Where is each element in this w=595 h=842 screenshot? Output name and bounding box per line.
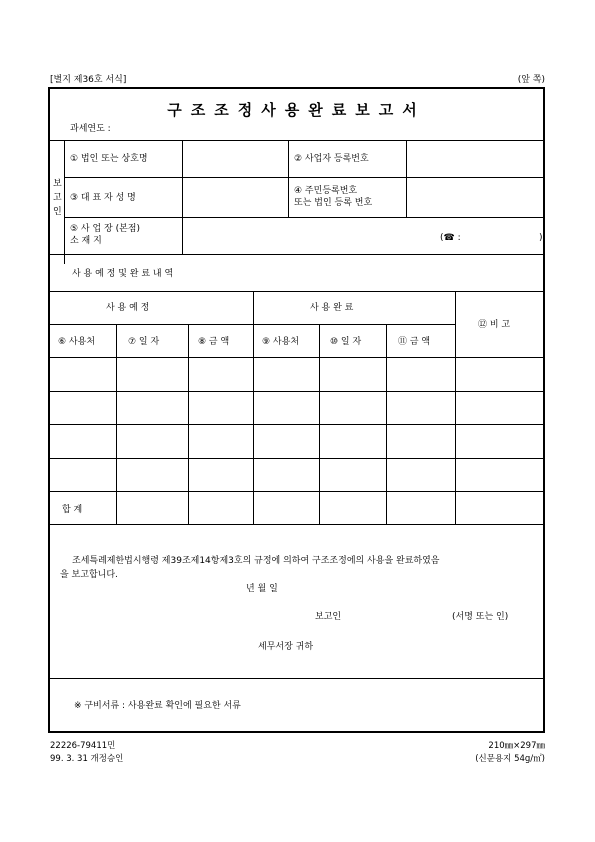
divider — [50, 357, 545, 358]
divider — [182, 140, 183, 254]
corp-name-field[interactable] — [184, 143, 286, 175]
table-row-divider — [50, 424, 545, 425]
table-row-divider — [50, 524, 545, 525]
col-usage-completed: ⑨ 사용처 — [262, 337, 300, 347]
reporter-label: 보고인 — [315, 612, 342, 622]
divider — [64, 177, 545, 178]
biz-reg-no-field[interactable] — [408, 143, 544, 175]
paper-type: (신문용지 54g/㎡) — [475, 754, 545, 764]
form-code: 22226-79411민 — [50, 741, 116, 751]
paper-size: 210㎜×297㎜ — [488, 741, 545, 751]
col-usage-planned: ⑥ 사용처 — [58, 337, 96, 347]
divider — [64, 217, 545, 218]
attachments-note: ※ 구비서류 : 사용완료 확인에 필요한 서류 — [74, 701, 241, 711]
resident-no-label: ④ 주민등록번호 또는 법인 등록 번호 — [294, 186, 373, 208]
corp-name-label: ① 법인 또는 상호명 — [70, 154, 148, 164]
divider — [50, 140, 545, 141]
planned-header: 사 용 예 정 — [106, 303, 150, 313]
rep-name-label: ③ 대 표 자 성 명 — [70, 193, 136, 203]
location-field[interactable] — [184, 219, 544, 252]
reporter-side-label: 보 고 인 — [53, 179, 62, 217]
divider — [406, 140, 407, 217]
divider — [455, 291, 456, 524]
divider — [50, 678, 545, 679]
resident-no-field[interactable] — [408, 179, 544, 215]
statement-line-1: 조세특례제한법시행령 제39조제14항제3호의 규정에 의하여 구조조정에의 사용을 완료하였음 — [72, 556, 440, 566]
col-amount-planned: ⑧ 금 액 — [198, 337, 230, 347]
col-amount-completed: ⑪ 금 액 — [398, 337, 431, 347]
page-side-label: (앞 쪽) — [517, 75, 545, 85]
approval-date: 99. 3. 31 개정승인 — [50, 754, 124, 764]
location-label: ⑤ 사 업 장 (본점) 소 재 지 — [70, 224, 141, 246]
form-number: [별지 제36호 서식] — [50, 75, 127, 85]
table-row-divider — [50, 491, 545, 492]
tax-year-label: 과세연도 : — [70, 124, 111, 134]
table-row-divider — [50, 391, 545, 392]
phone-label: (☎ : — [440, 233, 461, 243]
form-title: 구조조정사용완료보고서 — [167, 101, 426, 119]
total-label: 합 계 — [62, 505, 83, 515]
col-date-completed: ⑩ 일 자 — [330, 337, 362, 347]
remarks-header: ⑫ 비 고 — [478, 320, 511, 330]
section-title: 사 용 예 정 및 완 료 내 역 — [72, 269, 174, 279]
phone-close: ) — [539, 233, 543, 243]
table-row-divider — [50, 458, 545, 459]
rep-name-field[interactable] — [184, 179, 286, 215]
divider — [288, 140, 289, 217]
divider — [253, 291, 254, 524]
col-date-planned: ⑦ 일 자 — [128, 337, 160, 347]
divider — [50, 291, 545, 292]
signature-label: (서명 또는 인) — [452, 612, 509, 622]
divider — [50, 254, 545, 255]
completed-header: 사 용 완 료 — [310, 303, 354, 313]
statement-line-2: 을 보고합니다. — [60, 570, 118, 580]
report-date: 년 월 일 — [246, 584, 278, 594]
report-form — [48, 87, 545, 733]
biz-reg-no-label: ② 사업자 등록번호 — [294, 154, 369, 164]
divider — [64, 140, 65, 264]
recipient-label: 세무서장 귀하 — [258, 642, 314, 652]
